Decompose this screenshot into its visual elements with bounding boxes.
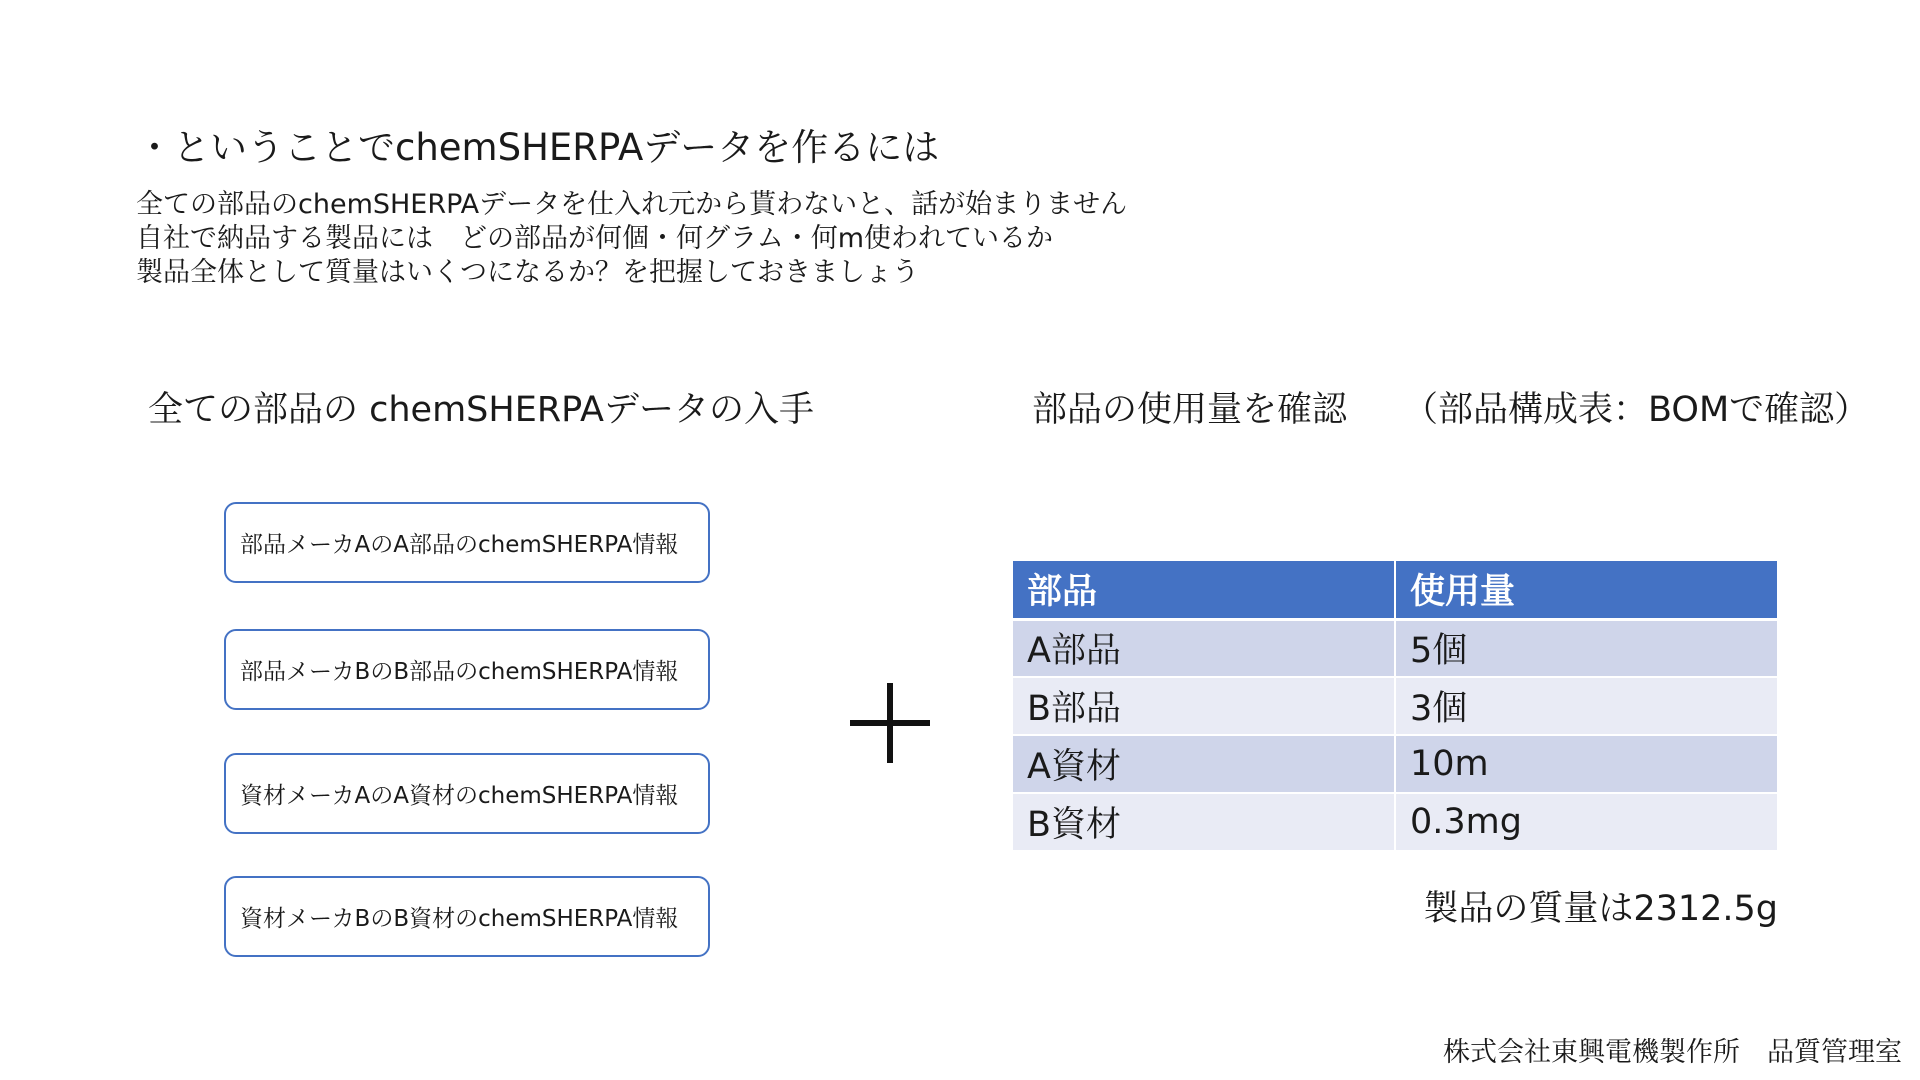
table-header-usage: 使用量 (1395, 561, 1777, 619)
total-mass: 製品の質量は2312.5g (1423, 889, 1778, 929)
table-cell-part: B部品 (1013, 677, 1395, 735)
table-cell-usage: 3個 (1395, 677, 1777, 735)
left-section-heading: 全ての部品の chemSHERPAデータの入手 (148, 390, 814, 430)
right-heading-note: （部品構成表：BOMで確認） (1403, 390, 1870, 430)
table-cell-part: A資材 (1013, 735, 1395, 793)
slide-title: ・ということでchemSHERPAデータを作るには (136, 126, 940, 169)
table-cell-usage: 10m (1395, 735, 1777, 793)
intro-line: 製品全体として質量はいくつになるか？を把握しておきましょう (136, 257, 919, 288)
intro-line: 全ての部品のchemSHERPAデータを仕入れ元から貰わないと、話が始まりません (136, 189, 1128, 220)
footer-company: 株式会社東興電機製作所 品質管理室 (1443, 1037, 1902, 1068)
table-row (1013, 735, 1777, 793)
table-cell-part: B資材 (1013, 793, 1395, 851)
plus-icon (850, 683, 930, 763)
table-row (1013, 619, 1777, 677)
table-header-row (1013, 561, 1777, 619)
right-heading-main: 部品の使用量を確認 (1032, 390, 1348, 430)
bom-table (1013, 561, 1777, 852)
info-box-material-b: 資材メーカBのB資材のchemSHERPA情報 (224, 876, 710, 957)
info-box-material-a: 資材メーカAのA資材のchemSHERPA情報 (224, 753, 710, 834)
intro-line: 自社で納品する製品には どの部品が何個・何グラム・何m使われているか (136, 223, 1054, 254)
table-cell-usage: 5個 (1395, 619, 1777, 677)
table-header-part: 部品 (1013, 561, 1395, 619)
table-cell-part: A部品 (1013, 619, 1395, 677)
table-row (1013, 677, 1777, 735)
table-cell-usage: 0.3mg (1395, 793, 1777, 851)
info-box-maker-a-part: 部品メーカAのA部品のchemSHERPA情報 (224, 502, 710, 583)
info-box-maker-b-part: 部品メーカBのB部品のchemSHERPA情報 (224, 629, 710, 710)
intro-text (136, 188, 1127, 290)
right-section-heading (1032, 382, 1869, 432)
table-row (1013, 793, 1777, 851)
